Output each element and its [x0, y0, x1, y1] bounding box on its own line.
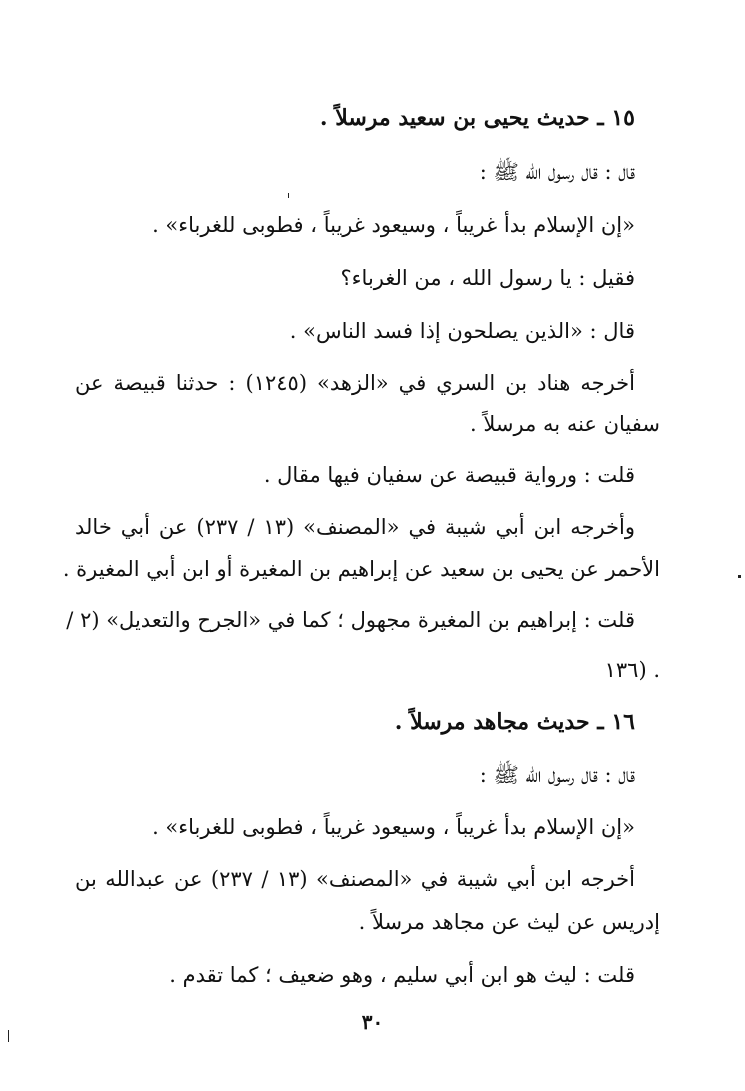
scan-speck [288, 193, 289, 198]
paragraph-line: قال : قال رسول الله ﷺ : [479, 160, 635, 184]
paragraph-line: ١٣٦) . [604, 658, 660, 682]
paragraph-line: قال : قال رسول الله ﷺ : [479, 763, 635, 787]
scan-speck [738, 575, 741, 578]
paragraph-line: إدريس عن ليث عن مجاهد مرسلاً . [358, 910, 660, 934]
paragraph-line: سفيان عنه به مرسلاً . [470, 412, 660, 436]
hadith-text-line: «إن الإسلام بدأ غريباً ، وسيعود غريباً ، فطوبى للغرباء» . [152, 213, 635, 237]
hadith-text-line: «إن الإسلام بدأ غريباً ، وسيعود غريباً ، فطوبى للغرباء» . [152, 815, 635, 839]
paragraph-line: وأخرجه ابن أبي شيبة في «المصنف» (١٣ / ٢٣٧) عن أبي خالد [75, 515, 635, 539]
paragraph-line: أخرجه ابن أبي شيبة في «المصنف» (١٣ / ٢٣٧) عن عبدالله بن [75, 867, 635, 891]
scan-speck [8, 1030, 9, 1042]
paragraph-line: قلت : إبراهيم بن المغيرة مجهول ؛ كما في «الجرح والتعديل» (٢ / [66, 608, 635, 632]
section-heading-15: ١٥ ـ حديث يحيى بن سعيد مرسلاً . [319, 105, 635, 131]
paragraph-line: فقيل : يا رسول الله ، من الغرباء؟ [340, 266, 635, 290]
paragraph-line: الأحمر عن يحيى بن سعيد عن إبراهيم بن المغيرة أو ابن أبي المغيرة . [62, 557, 660, 581]
paragraph-line: قال : «الذين يصلحون إذا فسد الناس» . [289, 319, 635, 343]
page-number: ٣٠ [361, 1010, 384, 1034]
section-heading-16: ١٦ ـ حديث مجاهد مرسلاً . [394, 709, 635, 735]
paragraph-line: أخرجه هناد بن السري في «الزهد» (١٢٤٥) : حدثنا قبيصة عن [75, 371, 635, 395]
paragraph-line: قلت : ورواية قبيصة عن سفيان فيها مقال . [263, 463, 635, 487]
paragraph-line: قلت : ليث هو ابن أبي سليم ، وهو ضعيف ؛ كما تقدم . [169, 963, 635, 987]
